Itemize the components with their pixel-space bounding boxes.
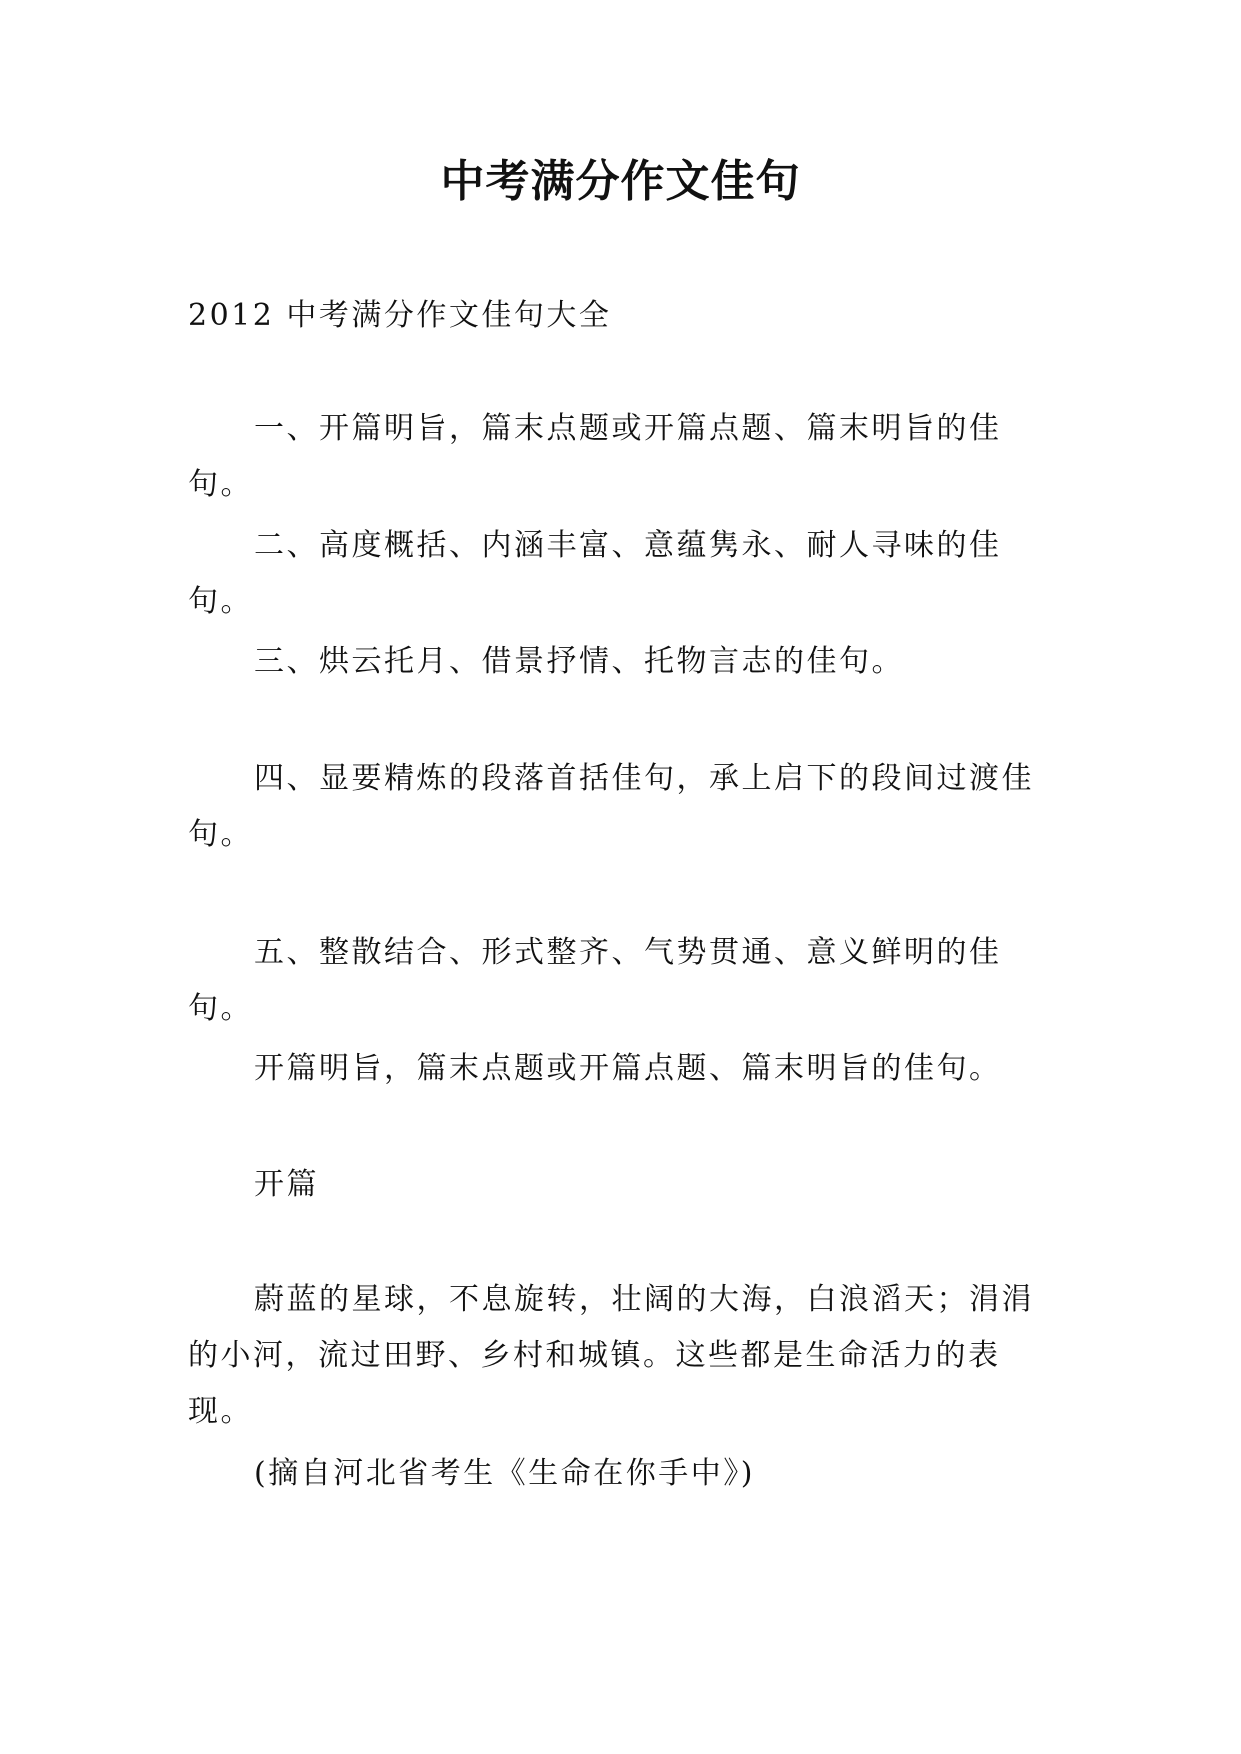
paragraph-item-3: 三、烘云托月、借景抒情、托物言志的佳句。 bbox=[254, 644, 904, 679]
section-label: 开篇 bbox=[254, 1167, 319, 1202]
subtitle-paragraph: 2012 中考满分作文佳句大全 bbox=[188, 298, 612, 333]
paragraph-item-5: 五、整散结合、形式整齐、气势贯通、意义鲜明的佳句。 bbox=[188, 935, 1002, 1026]
document-title: 中考满分作文佳句 bbox=[440, 156, 801, 207]
source-citation: (摘自河北省考生《生命在你手中》) bbox=[254, 1456, 755, 1491]
paragraph-item-2: 二、高度概括、内涵丰富、意蕴隽永、耐人寻味的佳句。 bbox=[188, 528, 1002, 619]
paragraph-item-4: 四、显要精炼的段落首括佳句，承上启下的段间过渡佳句。 bbox=[188, 761, 1034, 852]
paragraph-item-1: 一、开篇明旨，篇末点题或开篇点题、篇末明旨的佳句。 bbox=[188, 411, 1002, 502]
paragraph-heading: 开篇明旨，篇末点题或开篇点题、篇末明旨的佳句。 bbox=[254, 1051, 1002, 1086]
example-paragraph: 蔚蓝的星球，不息旋转，壮阔的大海，白浪滔天；涓涓的小河，流过田野、乡村和城镇。这些都是生命活力的表现。 bbox=[188, 1282, 1034, 1429]
